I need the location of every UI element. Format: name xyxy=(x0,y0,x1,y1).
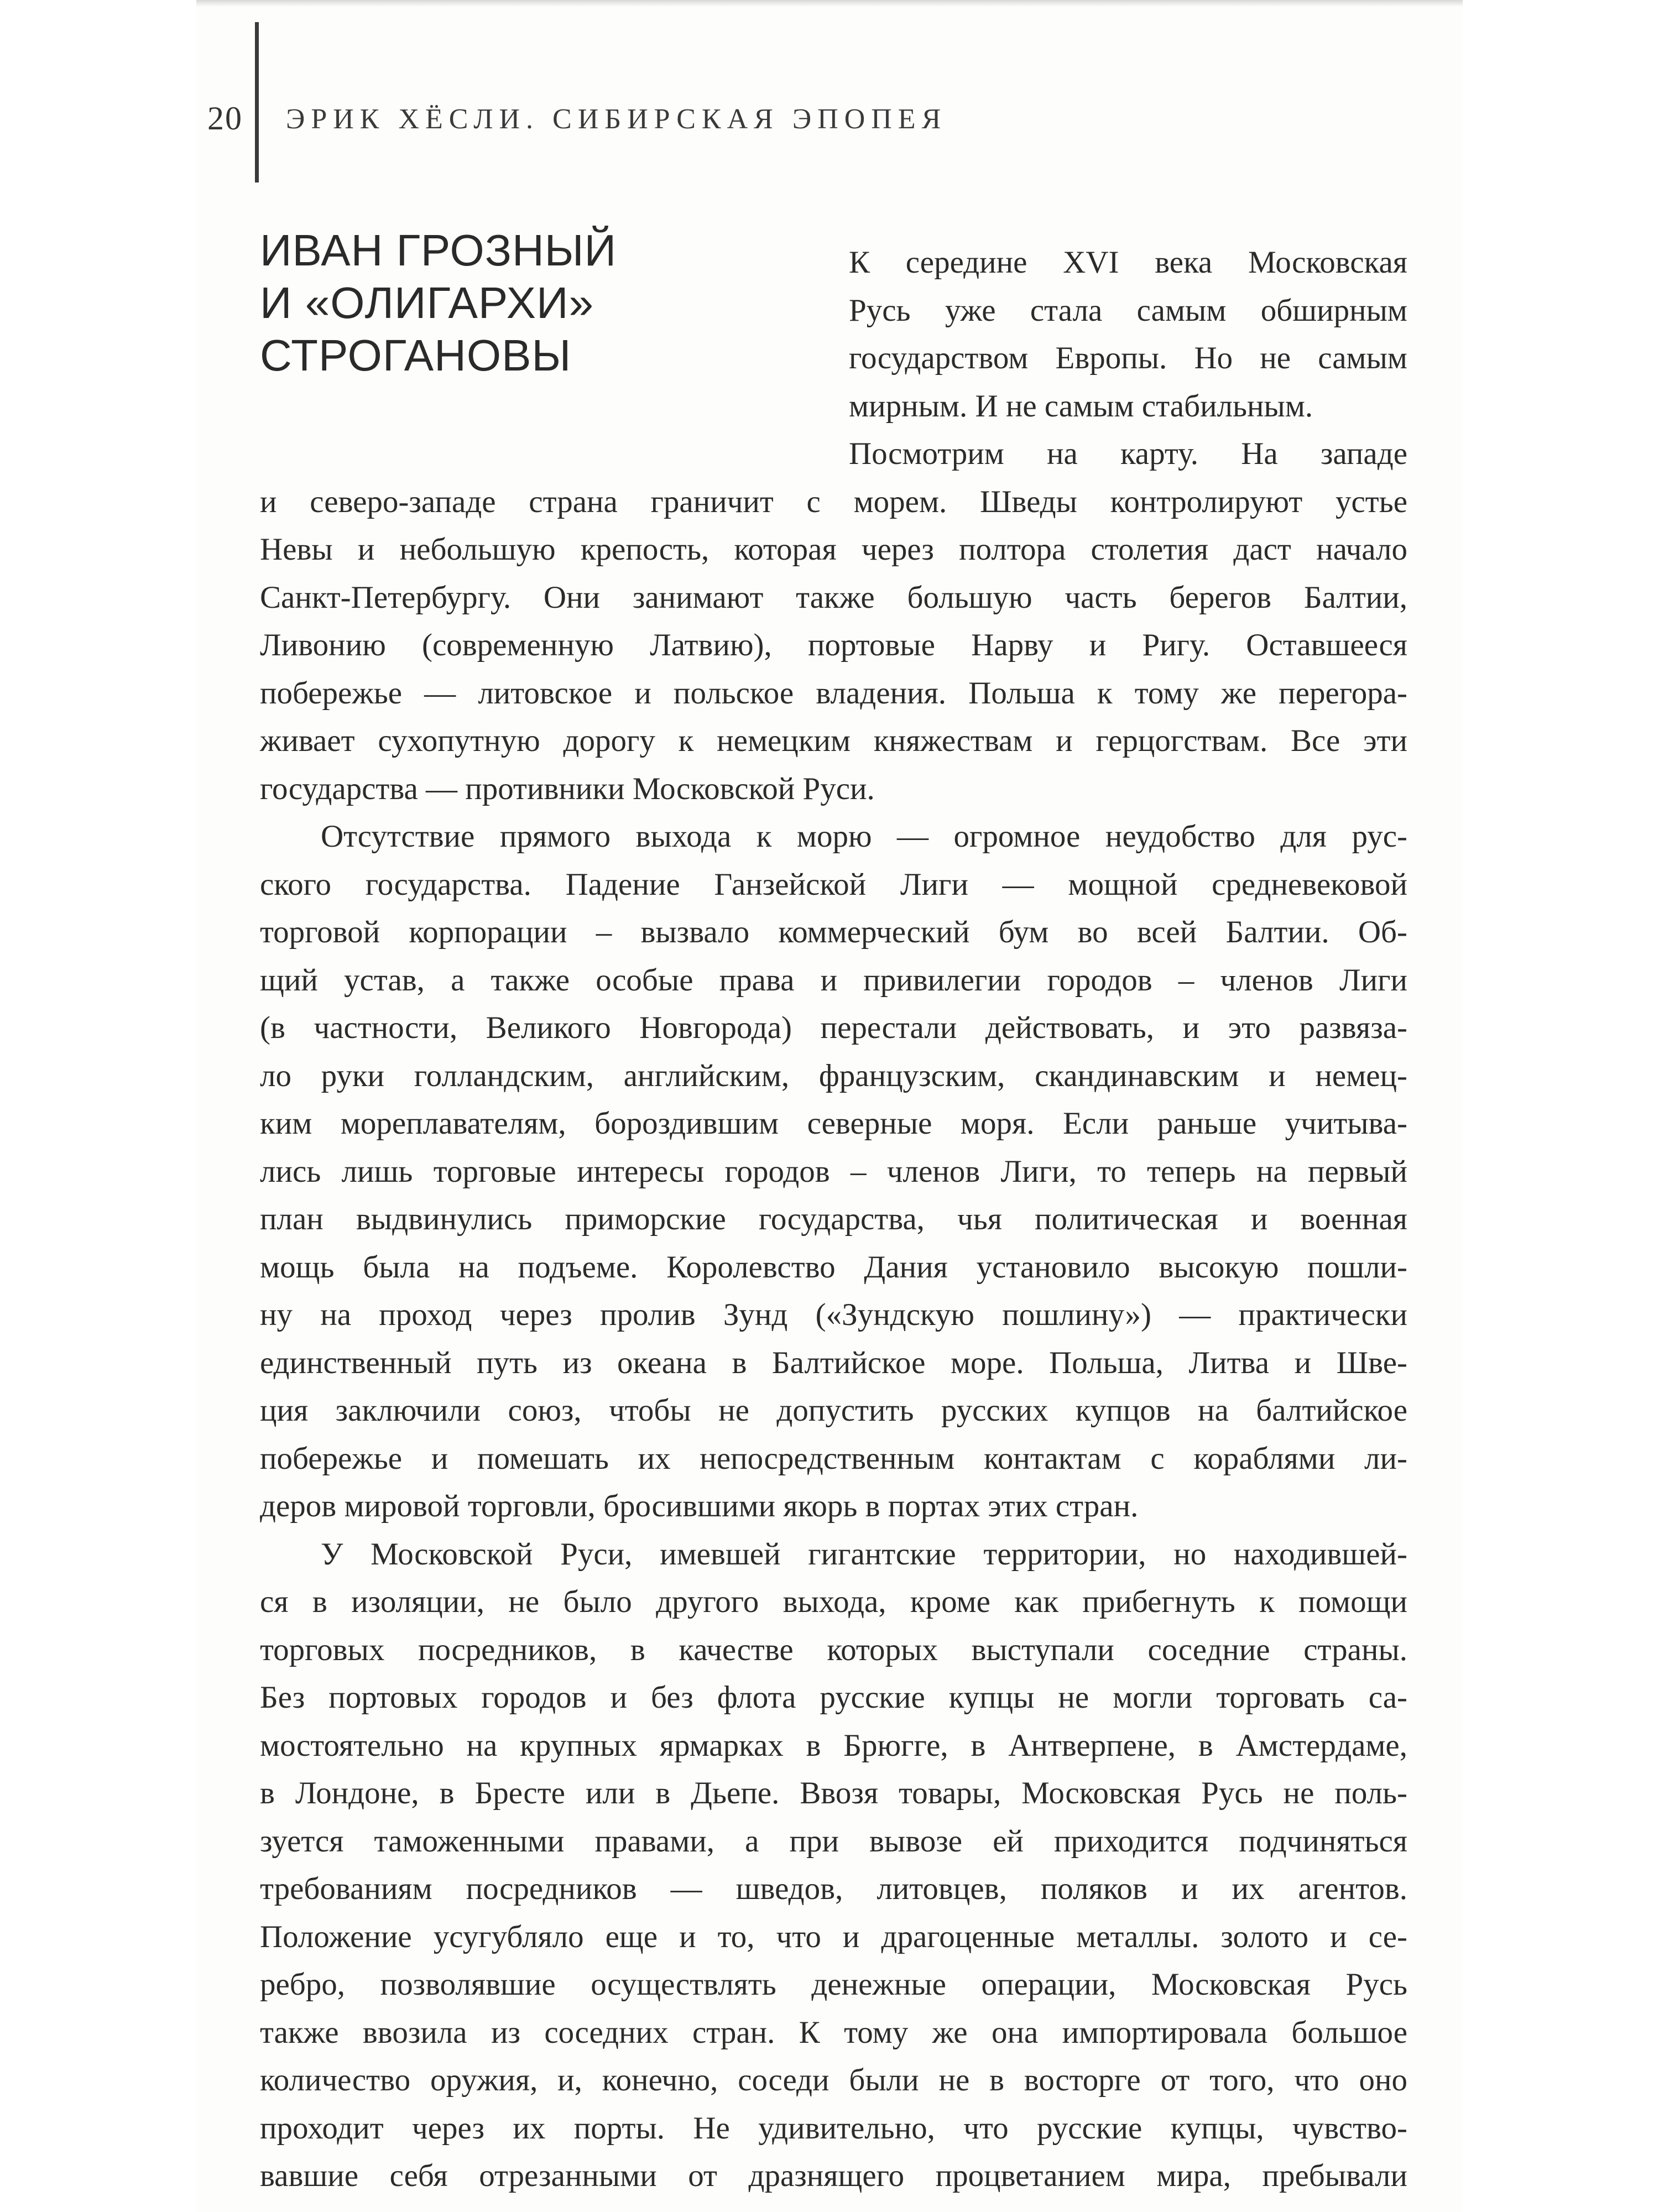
text-line: также ввозила из соседних стран. К тому же она импортировала большое xyxy=(260,2015,1407,2050)
text-line: государства — противники Московской Руси. xyxy=(260,771,875,806)
text-line: (в частности, Великого Новгорода) перестали действовать, и это развяза- xyxy=(260,1010,1407,1045)
text-line: мостоятельно на крупных ярмарках в Брюгге, в Антверпене, в Амстердаме, xyxy=(260,1728,1407,1763)
text-line: К середине XVI века Московская xyxy=(849,245,1407,280)
text-line: Русь уже стала самым обширным xyxy=(849,293,1407,328)
text-line: ция заключили союз, чтобы не допустить русских купцов на балтийское xyxy=(260,1393,1407,1428)
running-head-title: ЭРИК ХЁСЛИ. СИБИРСКАЯ ЭПОПЕЯ xyxy=(286,103,947,135)
text-line: лись лишь торговые интересы городов – членов Лиги, то теперь на первый xyxy=(260,1154,1407,1189)
text-line: проходит через их порты. Не удивительно, что русские купцы, чувство- xyxy=(260,2110,1407,2146)
text-line: мощь была на подъеме. Королевство Дания установило высокую пошли- xyxy=(260,1249,1407,1285)
text-line: требованиям посредников — шведов, литовцев, поляков и их агентов. xyxy=(260,1871,1407,1906)
text-line: побережье — литовское и польское владения. Польша к тому же перегора- xyxy=(260,675,1407,711)
page-top-edge xyxy=(196,0,1463,7)
text-line: ребро, позволявшие осуществлять денежные операции, Московская Русь xyxy=(260,1967,1407,2002)
text-line: Отсутствие прямого выхода к морю — огромное неудобство для рус- xyxy=(321,819,1407,854)
text-line: У Московской Руси, имевшей гигантские территории, но находившей- xyxy=(321,1536,1407,1572)
chapter-title-line: И «ОЛИГАРХИ» xyxy=(260,278,594,327)
text-line: Невы и небольшую крепость, которая через полтора столетия даст начало xyxy=(260,532,1407,567)
text-line: ким мореплавателям, бороздившим северные моря. Если раньше учитыва- xyxy=(260,1106,1407,1141)
text-line: щий устав, а также особые права и привилегии городов – членов Лиги xyxy=(260,962,1407,998)
text-line: в Лондоне, в Бресте или в Дьепе. Ввозя товары, Московская Русь не поль- xyxy=(260,1776,1407,1811)
text-line: Положение усугубляло еще и то, что и драгоценные металлы. золото и се- xyxy=(260,1919,1407,1954)
page-number: 20 xyxy=(207,100,243,137)
chapter-title-line: ИВАН ГРОЗНЫЙ xyxy=(260,226,617,275)
text-line: единственный путь из океана в Балтийское море. Польша, Литва и Шве- xyxy=(260,1345,1407,1380)
text-line: план выдвинулись приморские государства, чья политическая и военная xyxy=(260,1202,1407,1237)
text-line: вавшие себя отрезанными от дразнящего процветанием мира, пребывали xyxy=(260,2158,1407,2193)
text-line: зуется таможенными правами, а при вывозе ей приходится подчиняться xyxy=(260,1823,1407,1859)
text-line: Санкт-Петербургу. Они занимают также большую часть берегов Балтии, xyxy=(260,580,1407,615)
text-line: живает сухопутную дорогу к немецким княжествам и герцогствам. Все эти xyxy=(260,723,1407,758)
text-line: количество оружия, и, конечно, соседи были не в восторге от того, что оно xyxy=(260,2063,1407,2098)
text-line: ся в изоляции, не было другого выхода, кроме как прибегнуть к помощи xyxy=(260,1584,1407,1619)
running-head xyxy=(196,83,1463,160)
chapter-title-line: СТРОГАНОВЫ xyxy=(260,331,572,380)
text-line: ского государства. Падение Ганзейской Лиги — мощной средневековой xyxy=(260,867,1407,902)
text-line: ну на проход через пролив Зунд («Зундскую пошлину») — практически xyxy=(260,1297,1407,1332)
body-text xyxy=(260,239,1407,2200)
text-line: Ливонию (современную Латвию), портовые Нарву и Ригу. Оставшееся xyxy=(260,628,1407,662)
text-line: деров мировой торговли, бросившими якорь в портах этих стран. xyxy=(260,1489,1139,1524)
text-line: ло руки голландским, английским, французским, скандинавским и немец- xyxy=(260,1058,1407,1093)
text-line: побережье и помешать их непосредственным контактам с кораблями ли- xyxy=(260,1441,1407,1476)
text-line: Посмотрим на карту. На западе xyxy=(849,436,1407,471)
running-head-rule xyxy=(255,22,259,182)
text-line: и северо-западе страна граничит с морем. Шведы контролируют устье xyxy=(260,484,1407,519)
text-line: торговых посредников, в качестве которых выступали соседние страны. xyxy=(260,1632,1407,1667)
text-line: государством Европы. Но не самым xyxy=(849,341,1407,375)
text-line: торговой корпорации – вызвало коммерческий бум во всей Балтии. Об- xyxy=(260,915,1407,950)
text-line: мирным. И не самым стабильным. xyxy=(849,388,1313,424)
text-line: Без портовых городов и без флота русские купцы не могли торговать са- xyxy=(260,1680,1407,1715)
